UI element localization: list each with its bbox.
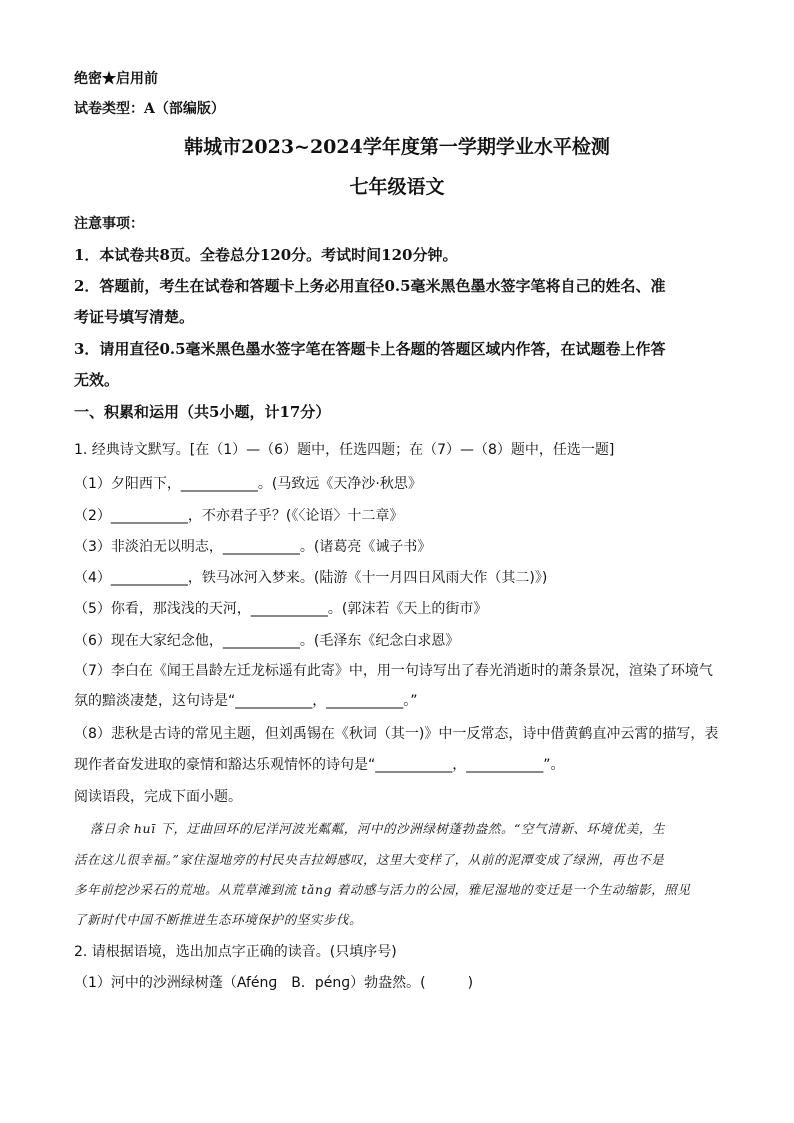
passage-line-1: 落日余 huī 下，迂曲回环的尼洋河波光粼粼，河中的沙洲绿树蓬勃盎然。“空气清新、环境优美，生 <box>90 821 666 836</box>
note-item-3-line1: 3．请用直径0.5毫米黑色墨水签字笔在答题卡上各题的答题区域内作答，在试题卷上作答 <box>74 340 666 358</box>
note-item-2-line2: 考证号填写清楚。 <box>74 308 195 326</box>
question-1-item: （3）非淡泊无以明志，___________。(诸葛亮《诫子书》 <box>74 539 432 555</box>
passage-line-4: 了新时代中国不断推进生态环境保护的坚实步伐。 <box>74 912 363 927</box>
question-1-item: （6）现在大家纪念他，___________。(毛泽东《纪念白求恩》 <box>74 633 460 649</box>
reading-instruction: 阅读语段，完成下面小题。 <box>74 789 242 805</box>
secret-label: 绝密★启用前 <box>74 71 158 87</box>
question-2-stem: 2. 请根据语境，选出加点字正确的读音。(只填序号) <box>74 944 397 960</box>
passage-line-3: 多年前挖沙采石的荒地。从荒草滩到流 tǎng 着动感与活力的公园，雅尼湿地的变迁是一个生动缩影，照见 <box>74 882 691 897</box>
note-item-2-line1: 2．答题前，考生在试卷和答题卡上务必用直径0.5毫米黑色墨水签字笔将自己的姓名、准 <box>74 277 666 295</box>
question-2-item-1: （1）河中的沙洲绿树蓬（Afénɡ B．pénɡ）勃盎然。( ) <box>74 975 474 991</box>
question-1-item: （5）你看，那浅浅的天河，___________。(郭沫若《天上的街市》 <box>74 601 488 617</box>
question-1-item-7-line2: 氛的黯淡凄楚，这句诗是“___________，___________。” <box>74 693 418 709</box>
passage-line-2: 活在这儿很幸福。”家住湿地旁的村民央吉拉姆感叹，这里大变样了，从前的泥潭变成了绿洲，再也不是 <box>74 852 665 867</box>
paper-type: 试卷类型：A（部编版） <box>74 101 225 117</box>
page-title: 韩城市2023~2024学年度第一学期学业水平检测 <box>184 136 610 158</box>
notes-heading: 注意事项： <box>74 216 144 232</box>
section-heading: 一、积累和运用（共5小题，计17分） <box>74 403 331 421</box>
note-item-3-line2: 无效。 <box>74 371 120 389</box>
question-1-item: （1）夕阳西下，___________。(马致远《天净沙·秋思》 <box>74 476 422 492</box>
question-1-item-7-line1: （7）李白在《闻王昌龄左迁龙标遥有此寄》中，用一句诗写出了春光消逝时的萧条景况，渲染了环境气 <box>74 663 713 679</box>
page-subtitle: 七年级语文 <box>349 176 445 198</box>
question-1-stem: 1. 经典诗文默写。[在（1）—（6）题中，任选四题；在（7）—（8）题中，任选一题] <box>74 442 615 458</box>
note-item-1: 1．本试卷共8页。全卷总分120分。考试时间120分钟。 <box>74 246 458 264</box>
question-1-item-8-line2: 现作者奋发进取的豪情和豁达乐观情怀的诗句是“___________，___________”。 <box>74 757 565 773</box>
question-1-item-8-line1: （8）悲秋是古诗的常见主题，但刘禹锡在《秋词（其一)》中一反常态，诗中借黄鹤直冲云霄的描写，表 <box>74 726 719 742</box>
question-1-item: （2）___________，不亦君子乎？(《〈论语〉十二章》 <box>74 508 404 524</box>
question-1-item: （4）___________，铁马冰河入梦来。(陆游《十一月四日风雨大作（其二)》) <box>74 570 548 586</box>
